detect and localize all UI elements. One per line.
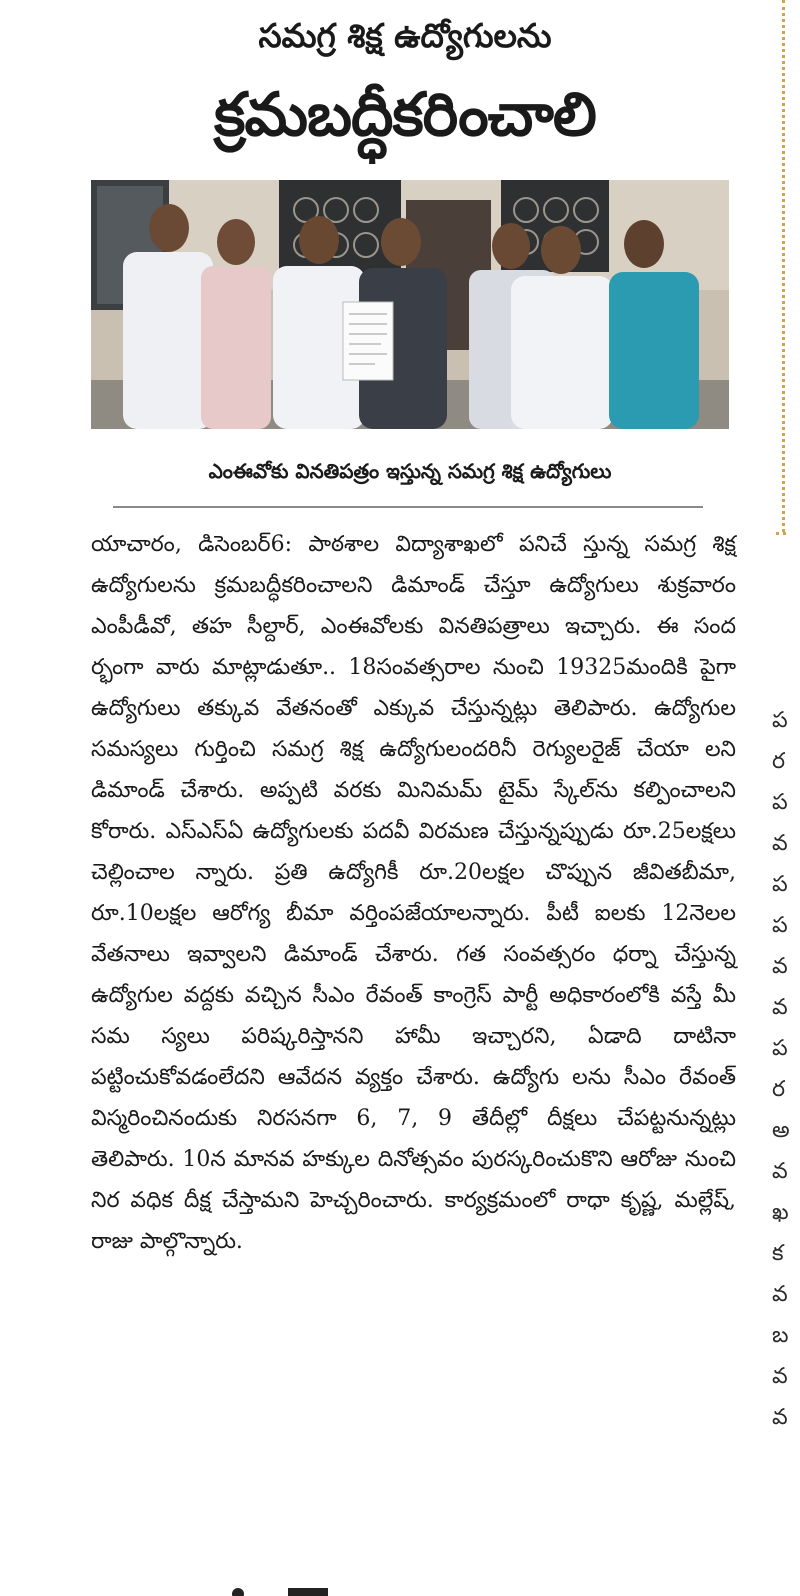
column-border-foot (776, 532, 786, 535)
neighbor-fragment: ర (772, 749, 786, 774)
neighbor-fragment: ప (772, 1036, 788, 1061)
neighbor-fragment: క (772, 1241, 784, 1266)
neighbor-fragment: బ (772, 1323, 789, 1348)
neighbor-fragment: ఖ (772, 1200, 789, 1225)
group-photo-image (91, 180, 729, 429)
neighbor-column-fragments (772, 700, 800, 1460)
neighbor-fragment: అ (772, 1118, 790, 1143)
neighbor-fragment: వ (772, 1364, 788, 1389)
column-border (782, 0, 785, 532)
next-article-fragment (228, 1580, 338, 1596)
neighbor-fragment: ప (772, 872, 788, 897)
neighbor-fragment: వ (772, 831, 788, 856)
neighbor-fragment: ప (772, 790, 788, 815)
neighbor-fragment: ప (772, 913, 788, 938)
article-body (91, 524, 736, 1262)
article-kicker: సమగ్ర శిక్ష ఉద్యోగులను (258, 16, 552, 55)
neighbor-fragment: ప (772, 708, 788, 733)
neighbor-fragment: వ (772, 1405, 788, 1430)
caption-divider (113, 506, 703, 508)
neighbor-fragment: వ (772, 1159, 788, 1184)
neighbor-fragment: వ (772, 995, 788, 1020)
article-paragraph: యాచారం, డిసెంబర్6: పాఠశాల విద్యాశాఖలో పనిచే స్తున్న సమగ్ర శిక్ష ఉద్యోగులను క్రమబద్ధీకరించాలని డిమాండ్ చేస్తూ ఉద్యోగులు శుక్రవారం ఎంపీడీవో, తహ సీల్దార్, ఎంఈవోలకు వినతిపత్రాలు ఇచ్చారు. ఈ సంద ర్భంగా వారు మాట్లాడుతూ.. 18సంవత్సరాల నుంచి 19325మందికి పైగా ఉద్యోగులు తక్కువ వేతనంతో ఎక్కువ చేస్తున్నట్లు తెలిపారు. ఉద్యోగుల సమస్యలు గుర్తించి సమగ్ర శిక్ష ఉద్యోగులందరినీ రెగ్యులరైజ్ చేయా లని డిమాండ్ చేశారు. అప్పటి వరకు మినిమమ్ టైమ్ స్కేల్‌ను కల్పించాలని కోరారు. ఎస్ఎస్ఏ ఉద్యోగులకు పదవీ విరమణ చేస్తున్నప్పుడు రూ.25లక్షలు చెల్లించాల న్నారు. ప్రతి ఉద్యోగికీ రూ.20లక్షల చొప్పున జీవితబీమా, రూ.10లక్షల ఆరోగ్య బీమా వర్తింపజేయాలన్నారు. పీటీ ఐలకు 12నెలల వేతనాలు ఇవ్వాలని డిమాండ్ చేశారు. గత సంవత్సరం ధర్నా చేస్తున్న ఉద్యోగుల వద్దకు వచ్చిన సీఎం రేవంత్ కాంగ్రెస్ పార్టీ అధికారంలోకి వస్తే మీ సమ స్యలు పరిష్కరిస్తానని హామీ ఇచ్చారని, ఏడాది దాటినా పట్టించుకోవడంలేదని ఆవేదన వ్యక్తం చేశారు. ఉద్యోగు లను సీఎం రేవంత్ విస్మరించినందుకు నిరసనగా 6, 7, 9 తేదీల్లో దీక్షలు చేపట్టనున్నట్లు తెలిపారు. 10న మానవ హక్కుల దినోత్సవం పురస్కరించుకొని ఆరోజు నుంచి నిర వధిక దీక్ష చేస్తామని హెచ్చరించారు. కార్యక్రమంలో రాధా కృష్ణ, మల్లేష్, రాజు పాల్గొన్నారు. (91, 532, 736, 1254)
group-photo (91, 180, 729, 429)
neighbor-fragment: వ (772, 1282, 788, 1307)
neighbor-fragment: ర (772, 1077, 786, 1102)
neighbor-fragment: వ (772, 954, 788, 979)
photo-caption: ఎంఈవోకు వినతిపత్రం ఇస్తున్న సమగ్ర శిక్ష ఉద్యోగులు (208, 459, 612, 483)
article-headline: క్రమబద్ధీకరించాలి (214, 80, 596, 150)
